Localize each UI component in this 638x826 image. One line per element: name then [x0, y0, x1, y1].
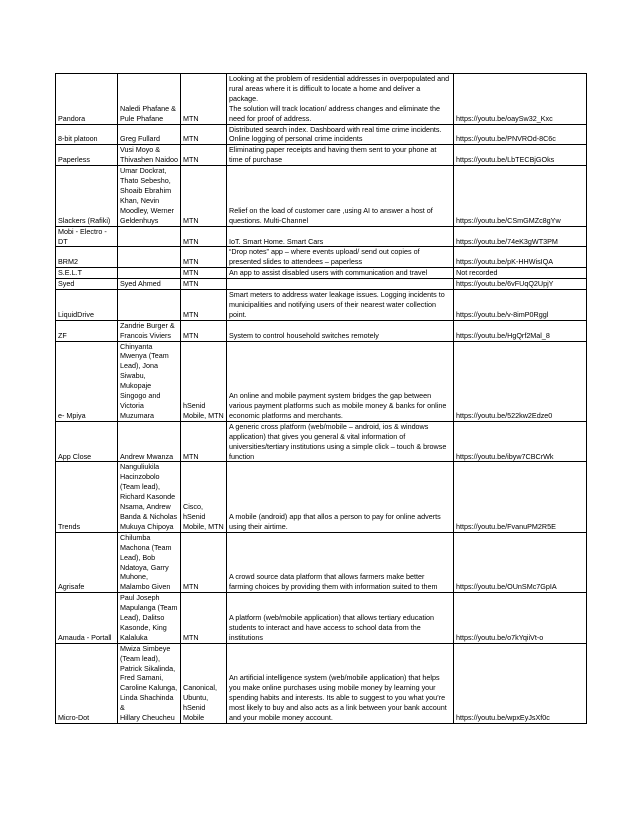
members-cell: Syed Ahmed	[118, 279, 181, 290]
sponsor-cell: MTN	[181, 279, 227, 290]
members-cell: Vusi Moyo & Thivashen Naidoo	[118, 145, 181, 166]
video-link-cell[interactable]: https://youtu.be/o7kYqiiVt-o	[454, 593, 587, 644]
table-row	[56, 74, 587, 125]
members-cell	[118, 268, 181, 279]
description-cell: Relief on the load of customer care ,using AI to answer a host of questions. Multi-Channel	[227, 166, 454, 226]
sponsor-cell: MTN	[181, 145, 227, 166]
team-cell: 8-bit platoon	[56, 124, 118, 145]
video-link-cell[interactable]: https://youtu.be/v-8imP0Rggl	[454, 290, 587, 321]
team-cell: Pandora	[56, 74, 118, 125]
members-cell: Paul Joseph Mapulanga (Team Lead), Dalitso Kasonde, King Kalaluka	[118, 593, 181, 644]
description-cell: Eliminating paper receipts and having them sent to your phone at time of purchase	[227, 145, 454, 166]
video-link-cell[interactable]: https://youtu.be/pK-HHWisIQA	[454, 247, 587, 268]
video-link-cell[interactable]: https://youtu.be/74eK3gWT3PM	[454, 226, 587, 247]
team-cell: ZF	[56, 320, 118, 341]
team-cell: Trends	[56, 462, 118, 532]
video-link-cell[interactable]: https://youtu.be/OUnSMc7GpIA	[454, 532, 587, 592]
members-cell	[118, 290, 181, 321]
sponsor-cell: MTN	[181, 532, 227, 592]
sponsor-cell: MTN	[181, 290, 227, 321]
video-link-cell[interactable]: https://youtu.be/ibyw7CBCrWk	[454, 421, 587, 462]
members-cell: Andrew Mwanza	[118, 421, 181, 462]
table-row	[56, 462, 587, 532]
table-row	[56, 290, 587, 321]
table-row	[56, 320, 587, 341]
sponsor-cell: MTN	[181, 268, 227, 279]
description-cell: A generic cross platform (web/mobile – android, ios & windows application) that gives you general & vital information of universities/tertiary institutions using a simple click – touch & browse function	[227, 421, 454, 462]
sponsor-cell: MTN	[181, 593, 227, 644]
table-row	[56, 279, 587, 290]
team-cell: Micro-Dot	[56, 643, 118, 723]
projects-table	[55, 73, 587, 724]
table-row	[56, 268, 587, 279]
description-cell: IoT. Smart Home. Smart Cars	[227, 226, 454, 247]
sponsor-cell: Canonical, Ubuntu, hSenid Mobile	[181, 643, 227, 723]
team-cell: LiquidDrive	[56, 290, 118, 321]
description-cell: “Drop notes” app – where events upload/ send out copies of presented slides to attendees – paperless	[227, 247, 454, 268]
video-link-cell[interactable]: https://youtu.be/FvanuPM2R5E	[454, 462, 587, 532]
team-cell: Slackers (Rafiki)	[56, 166, 118, 226]
members-cell: Nanguliukila Hacinzobolo (Team lead), Richard Kasonde Nsama, Andrew Banda & Nicholas Mukuya Chipoya	[118, 462, 181, 532]
table-row	[56, 226, 587, 247]
video-link-cell[interactable]: https://youtu.be/PNVROd-8C6c	[454, 124, 587, 145]
description-cell: An artificial intelligence system (web/mobile application) that helps you make online purchases using mobile money by learning your spending habits and interests. Its able to suggest to you what you’re most likely to buy and also acts as a link between your bank account and your mobile money account.	[227, 643, 454, 723]
table-row	[56, 532, 587, 592]
video-link-cell[interactable]: https://youtu.be/HgQrf2Mal_8	[454, 320, 587, 341]
sponsor-cell: MTN	[181, 421, 227, 462]
description-cell: Distributed search index. Dashboard with real time crime incidents. Online logging of personal crime incidents	[227, 124, 454, 145]
members-cell: Naledi Phafane & Pule Phafane	[118, 74, 181, 125]
team-cell: Amauda - Portall	[56, 593, 118, 644]
sponsor-cell: MTN	[181, 226, 227, 247]
description-cell: A mobile (android) app that allos a person to pay for online adverts using their airtime.	[227, 462, 454, 532]
video-link-cell[interactable]: https://youtu.be/522kw2Edze0	[454, 341, 587, 421]
members-cell: Umar Dockrat, Thato Sebesho, Shoaib Ebrahim Khan, Nevin Moodley, Werner Geldenhuys	[118, 166, 181, 226]
members-cell: Greg Fullard	[118, 124, 181, 145]
sponsor-cell: MTN	[181, 166, 227, 226]
table-row	[56, 643, 587, 723]
description-cell: A crowd source data platform that allows farmers make better farming choices by providing them with information suited to them	[227, 532, 454, 592]
team-cell: BRM2	[56, 247, 118, 268]
sponsor-cell: MTN	[181, 247, 227, 268]
members-cell: Mwiza Simbeye (Team lead), Patrick Sikalinda, Fred Samani, Caroline Kalunga, Linda Shachinda & Hillary Cheucheu	[118, 643, 181, 723]
description-cell: An online and mobile payment system bridges the gap between various payment platforms such as mobile money & banks for online economic platforms and merchants.	[227, 341, 454, 421]
members-cell: Chilumba Machona (Team Lead), Bob Ndatoya, Garry Muhone, Malambo Given	[118, 532, 181, 592]
video-link-cell[interactable]: https://youtu.be/LbTECBjGOks	[454, 145, 587, 166]
video-link-cell[interactable]: https://youtu.be/6vFUqQ2UpjY	[454, 279, 587, 290]
table-row	[56, 421, 587, 462]
video-link-cell[interactable]: Not recorded	[454, 268, 587, 279]
table-row	[56, 593, 587, 644]
sponsor-cell: MTN	[181, 124, 227, 145]
description-cell: Looking at the problem of residential addresses in overpopulated and rural areas where it is difficult to locate a home and deliver a package. The solution will track location/ address changes and eliminate the need for proof of address.	[227, 74, 454, 125]
video-link-cell[interactable]: https://youtu.be/wpxEyJsXf0c	[454, 643, 587, 723]
table-row	[56, 166, 587, 226]
team-cell: Mobi - Electro - DT	[56, 226, 118, 247]
table-row	[56, 124, 587, 145]
team-cell: Paperless	[56, 145, 118, 166]
table-row	[56, 247, 587, 268]
video-link-cell[interactable]: https://youtu.be/oaySw32_Kxc	[454, 74, 587, 125]
members-cell: Chinyanta Mwenya (Team Lead), Jona Siwabu, Mukopaje Singogo and Victoria Muzumara	[118, 341, 181, 421]
team-cell: Agrisafe	[56, 532, 118, 592]
description-cell: A platform (web/mobile application) that allows tertiary education students to interact and have access to school data from the institutions	[227, 593, 454, 644]
members-cell	[118, 226, 181, 247]
team-cell: Syed	[56, 279, 118, 290]
members-cell: Zandrie Burger & Francois Viviers	[118, 320, 181, 341]
projects-table-body	[56, 74, 587, 724]
team-cell: e- Mpiya	[56, 341, 118, 421]
description-cell: An app to assist disabled users with communication and travel	[227, 268, 454, 279]
table-row	[56, 145, 587, 166]
sponsor-cell: MTN	[181, 74, 227, 125]
table-row	[56, 341, 587, 421]
team-cell: App Close	[56, 421, 118, 462]
description-cell: Smart meters to address water leakage issues. Logging incidents to municipalities and notifying users of their nearest water collection point.	[227, 290, 454, 321]
description-cell	[227, 279, 454, 290]
sponsor-cell: hSenid Mobile, MTN	[181, 341, 227, 421]
sponsor-cell: MTN	[181, 320, 227, 341]
sponsor-cell: Cisco, hSenid Mobile, MTN	[181, 462, 227, 532]
team-cell: S.E.L.T	[56, 268, 118, 279]
description-cell: System to control household switches remotely	[227, 320, 454, 341]
members-cell	[118, 247, 181, 268]
video-link-cell[interactable]: https://youtu.be/CSmGMZc8gYw	[454, 166, 587, 226]
